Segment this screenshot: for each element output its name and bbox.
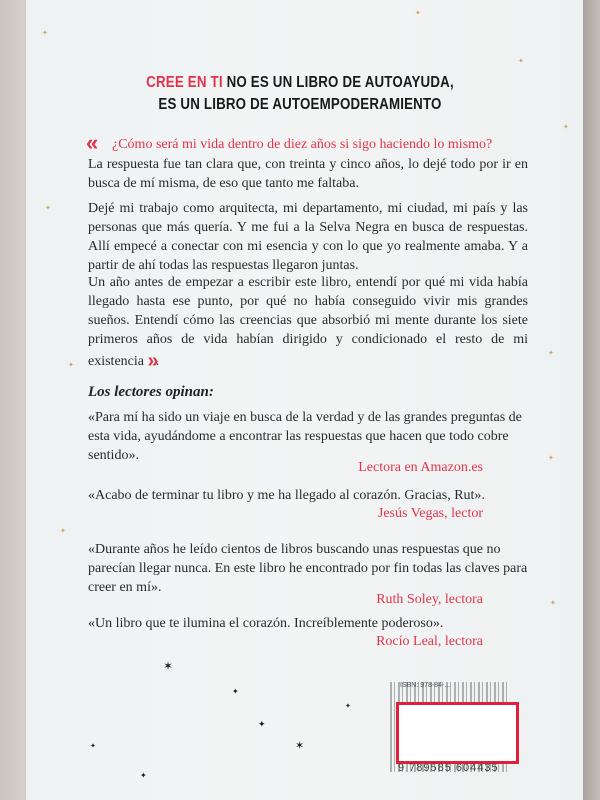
review-author: Jesús Vegas, lector xyxy=(377,506,483,521)
background-right xyxy=(583,0,600,800)
headline-line1: NO ES UN LIBRO DE AUTOAYUDA, xyxy=(222,74,454,91)
close-quote-mark: » xyxy=(147,350,156,372)
intro-paragraph-3-text: Un año antes de empezar a escribir este libro, entendí por qué mi vida había llegado hasta ese punto, por qué no había conseguido vivir mis grandes sueños. Entendí cómo las creencias que absorbió mi mente durante los siete primeros años de vida habían dirigido y condicionado el resto de mi existencia xyxy=(88,275,528,369)
black-star-icon: ✶ xyxy=(295,740,305,752)
gold-star-icon: ✦ xyxy=(550,599,556,607)
black-star-icon: ✦ xyxy=(90,742,96,750)
gold-star-icon: ✦ xyxy=(563,123,569,131)
black-star-icon: ✦ xyxy=(232,687,239,696)
gold-star-icon: ✦ xyxy=(415,9,421,17)
background-left xyxy=(0,0,26,800)
headline xyxy=(42,72,558,116)
headline-line2: ES UN LIBRO DE AUTOEMPODERAMIENTO xyxy=(158,96,442,113)
intro-trailing-period: . xyxy=(155,354,160,369)
black-star-icon: ✦ xyxy=(258,719,266,729)
open-quote-mark: « xyxy=(86,130,96,155)
intro-paragraph-1: La respuesta fue tan clara que, con treinta y cinco años, lo dejé todo por ir en busca de mí misma, de eso que tanto me faltaba. xyxy=(88,157,528,191)
gold-star-icon: ✦ xyxy=(548,349,554,357)
gold-star-icon: ✦ xyxy=(42,29,48,37)
gold-star-icon: ✦ xyxy=(548,454,554,462)
gold-star-icon: ✦ xyxy=(68,361,74,369)
reviews-title: Los lectores opinan: xyxy=(88,384,214,400)
review-author: Lectora en Amazon.es xyxy=(358,460,483,475)
barcode-digits: 9 789585 604435 xyxy=(398,762,499,774)
gold-star-icon: ✦ xyxy=(45,204,51,212)
review-text: «Durante años he leído cientos de libros buscando unas respuestas que no parecían llegar nunca. En este libro he encontrado por fin todas las claves para creer en mí». xyxy=(88,542,528,595)
review-author: Ruth Soley, lectora xyxy=(376,592,483,607)
intro-paragraph-2: Dejé mi trabajo como arquitecta, mi departamento, mi ciudad, mi país y las personas que más quería. Y me fui a la Selva Negra en busca de respuestas. Allí empecé a conectar con mi esencia y con lo que yo realmente amaba. Y a partir de ahí todas las respuestas llegaron juntas. xyxy=(88,201,528,273)
black-star-icon: ✦ xyxy=(345,702,351,710)
black-star-icon: ✦ xyxy=(140,771,147,780)
gold-star-icon: ✦ xyxy=(60,527,66,535)
review-text: «Un libro que te ilumina el corazón. Increíblemente poderoso». xyxy=(88,616,444,631)
review-text: «Acabo de terminar tu libro y me ha llegado al corazón. Gracias, Rut». xyxy=(88,488,485,503)
gold-star-icon: ✦ xyxy=(518,57,524,65)
intro-question: ¿Cómo será mi vida dentro de diez años si sigo haciendo lo mismo? xyxy=(112,137,493,152)
isbn-label: ISBN: 978-84-... xyxy=(400,682,451,689)
redaction-box xyxy=(396,702,519,764)
intro-paragraph-3 xyxy=(88,273,528,371)
headline-highlight: CREE EN TI xyxy=(146,74,223,91)
review-author: Rocío Leal, lectora xyxy=(376,634,483,649)
review-text: «Para mí ha sido un viaje en busca de la verdad y de las grandes preguntas de esta vida, ayudándome a encontrar las respuestas que hacen que todo cobre sentido». xyxy=(88,410,522,463)
black-star-icon: ✶ xyxy=(163,659,174,673)
